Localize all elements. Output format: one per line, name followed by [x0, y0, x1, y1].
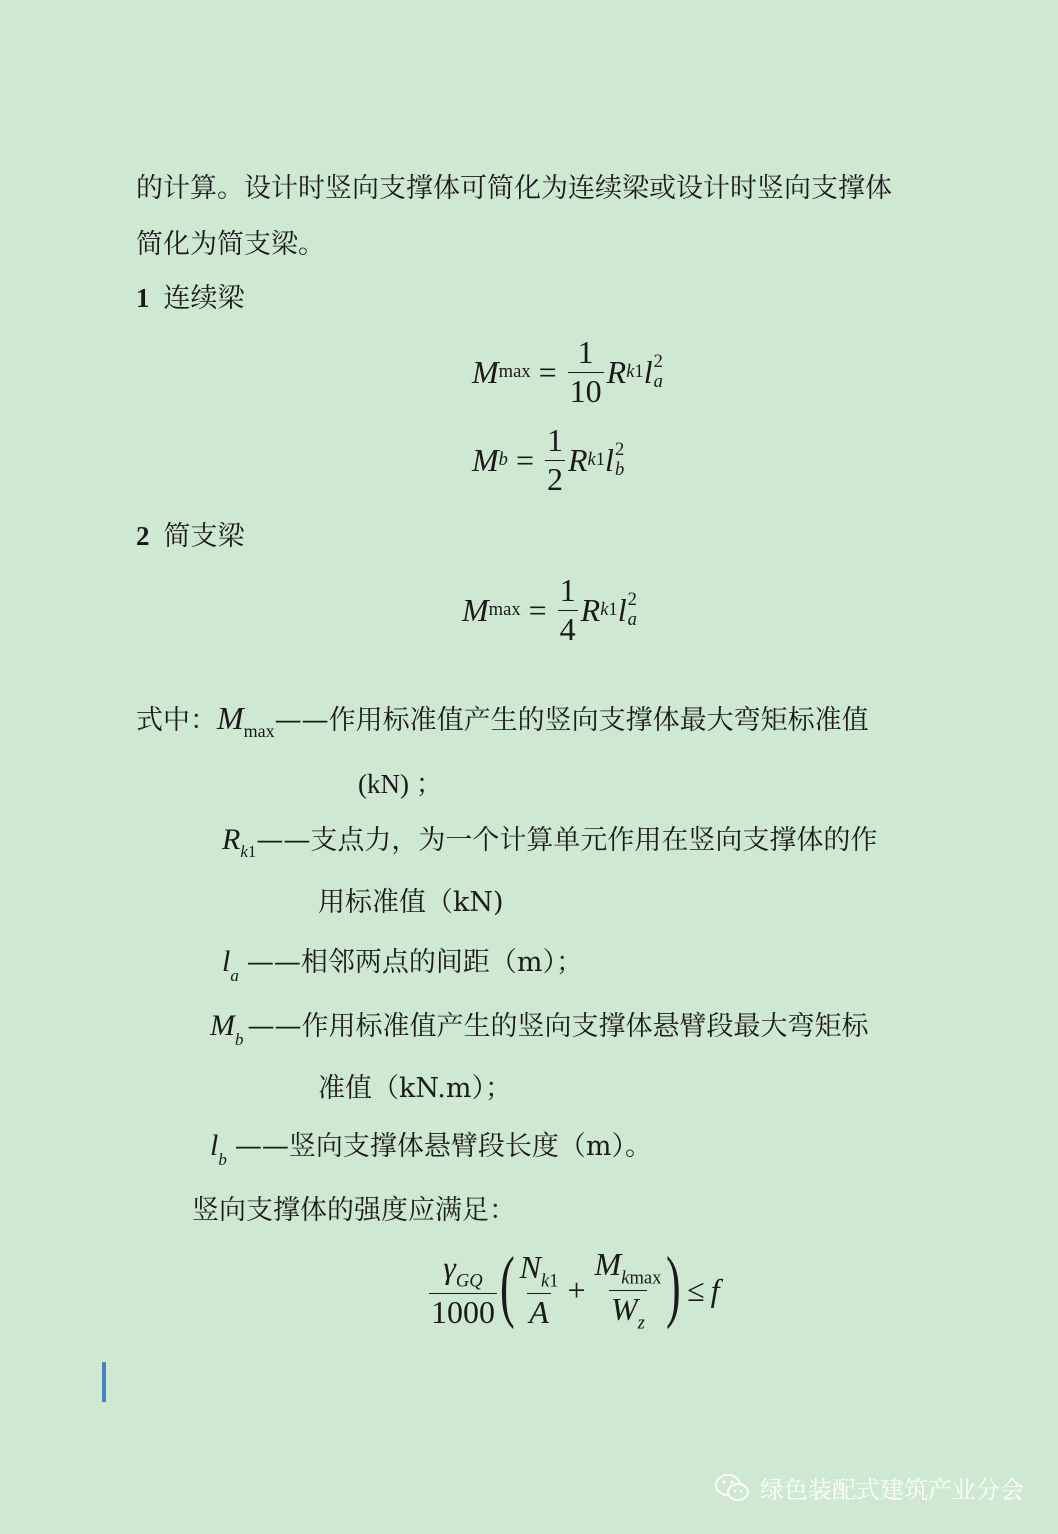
- text-cursor: [102, 1362, 106, 1402]
- section-2-title: 简支梁: [163, 521, 245, 552]
- strength-requirement: 竖向支撑体的强度应满足：: [192, 1195, 516, 1226]
- definition-rk1-text: ——支点力，为一个计算单元作用在竖向支撑体的作: [256, 825, 878, 856]
- definition-mb-text: ——作用标准值产生的竖向支撑体悬臂段最大弯矩标: [247, 1011, 869, 1042]
- definition-rk1: $R_{k1}——$支点力，为一个计算单元作用在竖向支撑体的作: [222, 823, 878, 861]
- definition-mb-cont: 准值（kN.m）；: [318, 1073, 512, 1104]
- definition-mmax-unit: (kN) ；: [358, 769, 443, 799]
- section-1-title: 连续梁: [163, 283, 245, 314]
- definition-mmax-text: ——作用标准值产生的竖向支撑体最大弯矩标准值: [274, 705, 869, 736]
- definition-lb-text: ——竖向支撑体悬臂段长度（m）。: [234, 1131, 652, 1162]
- formula-continuous-mb: M b = $\frac{1}{2}$ R k 1 l 2 b: [472, 422, 625, 497]
- definition-mb: $M_b$ ——作用标准值产生的竖向支撑体悬臂段最大弯矩标: [210, 1009, 869, 1049]
- wechat-icon: [714, 1472, 752, 1504]
- definition-la: $l_a$ ——相邻两点的间距（m）；: [222, 945, 583, 985]
- definition-lead: 式中：: [136, 705, 217, 736]
- section-1-heading: [136, 276, 245, 315]
- intro-line-2: 简化为简支梁。: [136, 229, 325, 260]
- watermark-text: 绿色装配式建筑产业分会: [760, 1476, 1024, 1504]
- definition-rk1-cont: 用标准值（kN): [318, 887, 504, 918]
- intro-line-1: 的计算。设计时竖向支撑体可简化为连续梁或设计时竖向支撑体: [136, 173, 892, 204]
- formula-continuous-mmax: M max = $\frac{1}{10}$ R k 1 l 2 a: [472, 334, 663, 409]
- definition-lb: $l_b$ ——竖向支撑体悬臂段长度（m）。: [210, 1129, 652, 1169]
- section-1-number: 1: [136, 283, 150, 313]
- watermark: [714, 1470, 1024, 1505]
- formula-strength: $\frac{\gamma_{GQ}}{1000}$ ( $\frac{N_{k1}}{A}$ + $\frac{M_{kmax}}{W_z}$ ) ≤ f: [431, 1242, 720, 1334]
- formula-simple-mmax: M max = $\frac{1}{4}$ R k 1 l 2 a: [462, 572, 637, 647]
- section-2-heading: [136, 514, 245, 553]
- section-2-number: 2: [136, 521, 150, 551]
- definition-la-text: ——相邻两点的间距（m）；: [246, 947, 583, 978]
- definition-mmax: 式中：$M_{max}——$作用标准值产生的竖向支撑体最大弯矩标准值: [136, 700, 869, 741]
